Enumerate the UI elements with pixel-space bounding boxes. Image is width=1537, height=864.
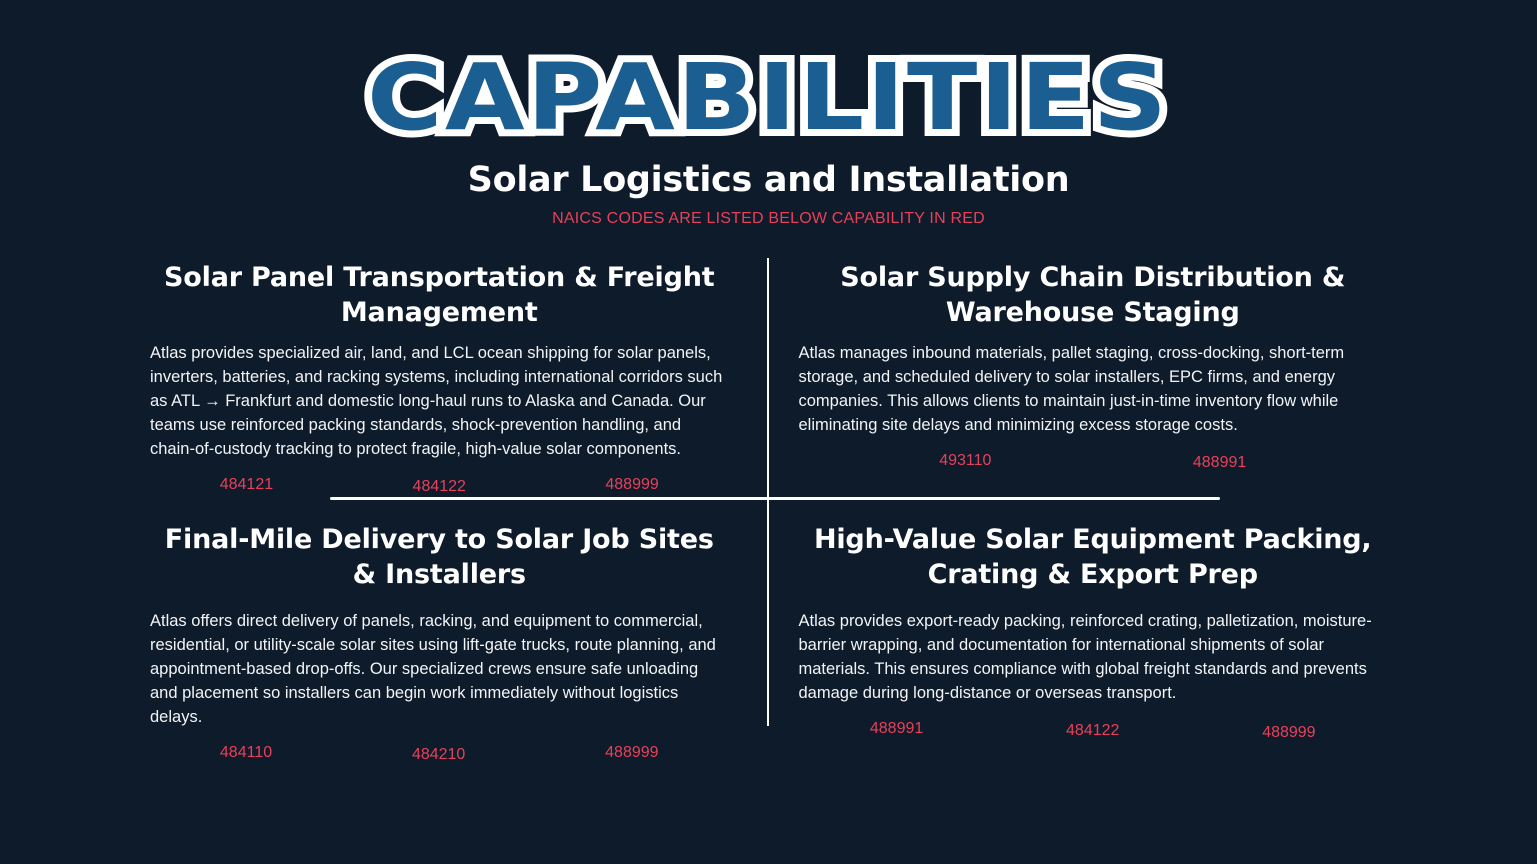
naics-note: NAICS CODES ARE LISTED BELOW CAPABILITY IN RED: [552, 210, 985, 227]
naics-code: 488999: [1262, 723, 1316, 741]
naics-code-list: [150, 744, 729, 762]
naics-code: 484122: [1066, 721, 1120, 739]
naics-code: 484210: [411, 745, 466, 763]
page-title: CAPABILITIES: [367, 44, 1170, 151]
capability-card: [769, 250, 1537, 494]
capability-title: Solar Supply Chain Distribution & Warehouse Staging: [840, 262, 1346, 329]
naics-code: 484122: [412, 477, 466, 495]
capability-card: [0, 250, 769, 494]
capability-card: [0, 494, 769, 762]
capability-card: [769, 494, 1537, 762]
naics-code-list: [799, 719, 1388, 741]
naics-code-list: [150, 476, 729, 494]
capability-title: Final-Mile Delivery to Solar Job Sites & Installers: [164, 523, 714, 590]
naics-code: 488999: [605, 743, 659, 761]
capability-title: Solar Panel Transportation & Freight Management: [164, 262, 715, 329]
naics-code: 484110: [219, 743, 273, 761]
vertical-divider: [767, 258, 769, 726]
capability-body: Atlas provides specialized air, land, and LCL ocean shipping for solar panels, inverters, batteries, and racking systems, including international corridors such as ATL → Frankfurt and domestic long-haul runs to Alaska and Canada. Our teams use reinforced packing standards, shock-prevention handling, and chain-of-custody tracking to protect fragile, high-value solar components.: [150, 344, 723, 458]
horizontal-divider: [330, 497, 1220, 500]
naics-code: 484121: [219, 475, 274, 493]
naics-code-list: [799, 452, 1388, 470]
capabilities-grid: [0, 250, 1537, 762]
poster-header: [0, 0, 1537, 228]
capability-body: Atlas offers direct delivery of panels, racking, and equipment to commercial, residential, or utility-scale solar sites using lift-gate trucks, route planning, and appointment-based drop-offs. Our specialized crews ensure safe unloading and placement so installers can begin work immediately without logistics delays.: [150, 611, 716, 726]
page-subtitle: Solar Logistics and Installation: [467, 160, 1070, 200]
capability-body: Atlas provides export-ready packing, reinforced crating, palletization, moisture-barrier wrapping, and documentation for international shipments of solar materials. This ensures compliance with global freight standards and prevents damage during long-distance or overseas transport.: [798, 611, 1372, 702]
naics-code: 488999: [605, 475, 659, 493]
naics-code: 488991: [1192, 453, 1247, 471]
naics-code: 488991: [869, 719, 924, 737]
naics-code: 493110: [939, 451, 992, 469]
capability-body: Atlas manages inbound materials, pallet staging, cross-docking, short-term storage, and scheduled delivery to solar installers, EPC firms, and energy companies. This allows clients to maintain just-in-time inventory flow while eliminating site delays and minimizing excess storage costs.: [798, 344, 1345, 434]
capability-title: High-Value Solar Equipment Packing, Crating & Export Prep: [813, 523, 1372, 590]
